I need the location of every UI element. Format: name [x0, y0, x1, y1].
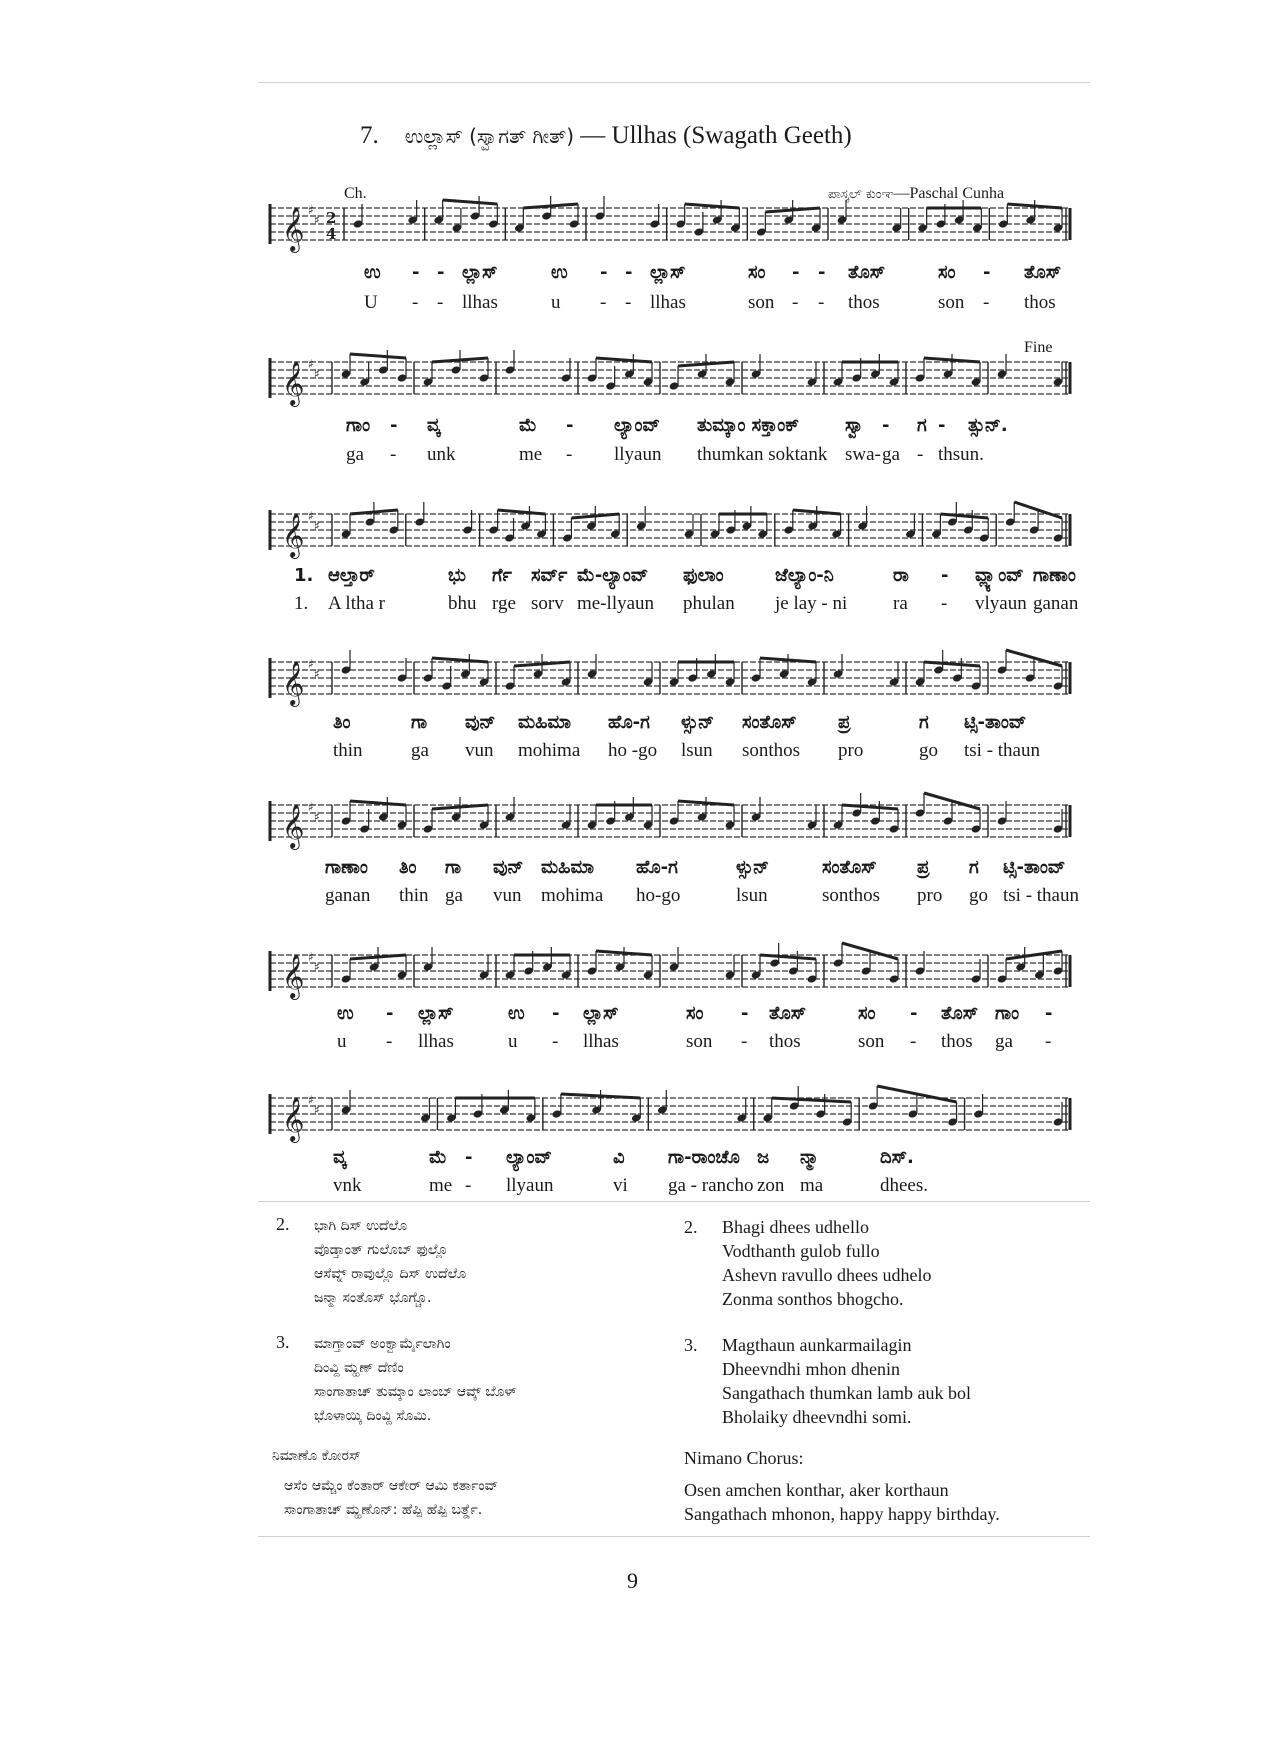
verse-line: ಸಾಂಗಾತಾಚ್ ಮ್ಹಣೊನ್: ಹೆಪ್ಪಿ ಹೆಪ್ಪಿ ಬರ್ತ್ಡೆ. — [284, 1502, 483, 1518]
kannada-syllable: ಸಂತೊಸ್ — [822, 857, 877, 878]
roman-lyrics-row — [0, 593, 1275, 617]
roman-syllable: vi — [613, 1175, 628, 1196]
roman-syllable: - — [741, 1031, 748, 1052]
roman-syllable: sorv — [531, 593, 564, 614]
note-beam — [685, 204, 740, 208]
roman-syllable: sonthos — [822, 885, 881, 906]
kannada-syllable: ಗ — [917, 415, 927, 436]
bottom-rule — [258, 1536, 1090, 1537]
staff-system-2 — [265, 352, 1075, 412]
sharp-icon: ♯ — [308, 357, 314, 371]
roman-lyrics-row — [0, 1031, 1275, 1055]
roman-syllable: u — [551, 292, 561, 313]
note-beam — [924, 358, 980, 362]
roman-syllable: son — [858, 1031, 885, 1052]
title-kannada: ಉಲ್ಲಾಸ್ (ಸ್ವಾಗತ್ ಗೀತ್) — [404, 124, 575, 148]
chorus-mark: Ch. — [344, 185, 367, 202]
kannada-syllable: ಸಂತೊಸ್ — [742, 712, 797, 733]
note-beam — [561, 1094, 640, 1098]
kannada-syllable: - — [741, 1003, 749, 1024]
kannada-syllable: ವ್ಕ — [427, 415, 441, 436]
roman-syllable: sonthos — [742, 740, 801, 761]
note-beam — [596, 358, 652, 362]
roman-lyrics-row — [0, 885, 1275, 909]
treble-clef-icon: 𝄞 — [282, 804, 305, 848]
roman-syllable: son — [938, 292, 965, 313]
kannada-syllable: ತೊಸ್ — [941, 1003, 979, 1024]
verse-line: Osen amchen konthar, aker korthaun — [684, 1480, 949, 1500]
verse-line: ಭೊಳಾಯ್ಕಿ ದಿಂವ್ದಿ ಸೊಮಿ. — [314, 1408, 432, 1424]
kannada-syllable: ತಿಂ — [399, 857, 417, 878]
roman-syllable: bhu — [448, 593, 477, 614]
kannada-syllable: - — [792, 262, 800, 283]
staff-system-5 — [265, 795, 1075, 855]
verse-line: ವೊಡ್ತಾಂತ್ ಗುಲೊಬ್ ಫುಲ್ಲೊ — [314, 1242, 449, 1258]
kannada-syllable: ನ್ಮಾ — [800, 1147, 819, 1168]
kannada-syllable: ವ್ಲ್ಯಾಂವ್ — [975, 565, 1024, 586]
kannada-syllable: ಉ — [364, 262, 381, 283]
kannada-syllable: ಸಂ — [858, 1003, 876, 1024]
note-beam — [596, 951, 652, 955]
kannada-syllable: ಸಂ — [748, 262, 766, 283]
roman-syllable: - — [566, 444, 573, 465]
verse3-kannada — [276, 1330, 517, 1428]
verse-line: ದಿಂವ್ದಿ ಮ್ಹಣ್ ದೆಣಿಂ — [314, 1360, 404, 1376]
kannada-syllable: ಫುಲಾಂ — [683, 565, 724, 586]
roman-syllable: dhees. — [880, 1175, 929, 1196]
roman-syllable: je lay - ni — [775, 593, 848, 614]
kannada-syllable: ವುನ್ — [493, 857, 524, 878]
sharp-icon: ♯ — [308, 800, 314, 814]
sharp-icon: ♯ — [308, 203, 314, 217]
roman-lyrics-row — [0, 740, 1275, 764]
time-signature-top: 2 — [326, 209, 337, 227]
kannada-syllable: ವ್ಕ — [333, 1147, 347, 1168]
kannada-syllable: ಗ — [919, 712, 929, 733]
kannada-syllable: ಸಂ — [686, 1003, 704, 1024]
kannada-syllable: ಲ್ಲಾಸ್ — [650, 262, 686, 283]
kannada-syllable: ದಿಸ್. — [880, 1147, 914, 1168]
note-beam — [765, 208, 820, 212]
kannada-syllable: ಲ್ಲಾಸ್ — [418, 1003, 454, 1024]
kannada-syllable: ತೊಸ್ — [769, 1003, 807, 1024]
verse-line: Dheevndhi mhon dhenin — [722, 1359, 900, 1379]
kannada-syllable: ಸಂ — [938, 262, 956, 283]
kannada-syllable: ಗಾ-ರಾಂಚೊ — [668, 1147, 740, 1168]
roman-syllable: ra — [893, 593, 908, 614]
roman-syllable: - — [1045, 1031, 1052, 1052]
kannada-syllable: ಗ — [969, 857, 979, 878]
verse3-roman — [684, 1333, 971, 1429]
top-rule — [258, 82, 1090, 83]
kannada-syllable: ಮೆ — [519, 415, 537, 436]
kannada-syllable: ಗಾಣಾಂ — [325, 857, 368, 878]
verse-line: Bholaiky dheevndhi somi. — [722, 1407, 912, 1427]
sharp-icon: ♯ — [308, 509, 314, 523]
kannada-syllable: ತುಮ್ಕಾಂ ಸಕ್ತಾಂಕ್ — [697, 415, 800, 436]
roman-syllable: rge — [492, 593, 516, 614]
roman-syllable: vun — [493, 885, 522, 906]
kannada-syllable: - — [910, 1003, 918, 1024]
kannada-syllable: ಪ್ರ — [917, 857, 930, 878]
roman-syllable: swa- — [845, 444, 881, 465]
roman-syllable: me — [519, 444, 543, 465]
treble-clef-icon: 𝄞 — [282, 361, 305, 405]
roman-syllable: vlyaun — [975, 593, 1027, 614]
kannada-syllable: - — [882, 415, 890, 436]
roman-syllable: llhas — [650, 292, 686, 313]
roman-syllable: me — [429, 1175, 453, 1196]
kannada-syllable: ಭು — [448, 565, 467, 586]
roman-syllable: - — [465, 1175, 472, 1196]
kannada-syllable: ಟ್ಸಿ-ತಾಂವ್ — [1003, 857, 1066, 878]
roman-syllable: u — [337, 1031, 347, 1052]
fine-mark: Fine — [1024, 339, 1053, 356]
note-beam — [443, 200, 498, 204]
kannada-syllable: - — [938, 415, 946, 436]
roman-syllable: ho-go — [636, 885, 681, 906]
roman-syllable: A ltha r — [328, 593, 385, 614]
verses-top-rule — [258, 1201, 1090, 1202]
roman-syllable: thos — [848, 292, 880, 313]
roman-syllable: vnk — [333, 1175, 362, 1196]
roman-syllable: tsi - thaun — [1003, 885, 1079, 906]
kannada-syllable: 1. — [294, 565, 314, 586]
kannada-lyrics-row — [0, 415, 1275, 439]
verse-line: Bhagi dhees udhello — [722, 1217, 869, 1237]
kannada-lyrics-row — [0, 857, 1275, 881]
kannada-syllable: ಳ್ಸುನ್ — [681, 712, 715, 733]
roman-syllable: thin — [399, 885, 429, 906]
treble-clef-icon: 𝄞 — [282, 661, 305, 705]
kannada-syllable: ಹೊ-ಗ — [608, 712, 650, 733]
sharp-icon: ♯ — [314, 213, 320, 227]
roman-syllable: - — [818, 292, 825, 313]
sharp-icon: ♯ — [314, 810, 320, 824]
note-beam — [523, 204, 578, 208]
note-beam — [940, 514, 988, 518]
roman-lyrics-row — [0, 1175, 1275, 1199]
roman-syllable: go — [919, 740, 938, 761]
kannada-syllable: ಆಲ್ತಾರ್ — [328, 565, 375, 586]
kannada-syllable: - — [941, 565, 949, 586]
note-beam — [678, 362, 734, 366]
roman-syllable: ga — [995, 1031, 1013, 1052]
roman-syllable: thos — [1024, 292, 1056, 313]
roman-syllable: mohima — [541, 885, 604, 906]
kannada-syllable: - — [983, 262, 991, 283]
roman-syllable: ma — [800, 1175, 824, 1196]
roman-syllable: thin — [333, 740, 363, 761]
kannada-lyrics-row — [0, 262, 1275, 286]
verse-number: 2. — [276, 1214, 290, 1234]
note-beam — [1007, 204, 1062, 208]
kannada-syllable: ಲ್ಲಾಸ್ — [583, 1003, 619, 1024]
kannada-syllable: ಗಾಣಾಂ — [1033, 565, 1076, 586]
kannada-syllable: ಸ್ವಾ — [845, 415, 865, 436]
roman-syllable: - — [917, 444, 924, 465]
verse-number: 3. — [276, 1332, 290, 1352]
kannada-syllable: ಲ್ಲಾಸ್ — [462, 262, 498, 283]
kannada-syllable: ಮಹಿಮಾ — [541, 857, 594, 878]
roman-syllable: - — [386, 1031, 393, 1052]
roman-syllable: son — [748, 292, 775, 313]
kannada-syllable: ಗಾ — [411, 712, 428, 733]
kannada-syllable: ಮೆ-ಲ್ಯಾಂವ್ — [577, 565, 649, 586]
roman-lyrics-row — [0, 292, 1275, 316]
kannada-syllable: - — [552, 1003, 560, 1024]
roman-syllable: unk — [427, 444, 456, 465]
kannada-lyrics-row — [0, 712, 1275, 736]
roman-syllable: - — [412, 292, 419, 313]
kannada-syllable: ಹೊ-ಗ — [636, 857, 678, 878]
roman-syllable: ga - rancho — [668, 1175, 754, 1196]
kannada-syllable: ಜ — [757, 1147, 770, 1168]
roman-syllable: thumkan soktank — [697, 444, 828, 465]
roman-syllable: pro — [838, 740, 864, 761]
kannada-syllable: ವಿ — [613, 1147, 625, 1168]
kannada-syllable: ಉ — [508, 1003, 525, 1024]
kannada-syllable: - — [386, 1003, 394, 1024]
kannada-lyrics-row — [0, 1147, 1275, 1171]
sharp-icon: ♯ — [308, 1093, 314, 1107]
kannada-syllable: ಸರ್ವ್ — [531, 565, 568, 586]
kannada-syllable: ರಾ — [893, 565, 909, 586]
kannada-syllable: ಗಾ — [445, 857, 462, 878]
kannada-syllable: ಜೆಲ್ಯಾಂ-ನಿ — [775, 565, 834, 586]
roman-syllable: - — [792, 292, 799, 313]
roman-syllable: tsi - thaun — [964, 740, 1040, 761]
roman-syllable: thos — [941, 1031, 973, 1052]
kannada-syllable: ಗಾಂ — [995, 1003, 1020, 1024]
treble-clef-icon: 𝄞 — [282, 954, 305, 998]
roman-syllable: - — [437, 292, 444, 313]
kannada-syllable: ತ್ಸುನ್. — [968, 415, 1008, 436]
treble-clef-icon: 𝄞 — [282, 207, 305, 251]
composer-roman: Paschal Cunha — [909, 185, 1005, 202]
roman-syllable: - — [983, 292, 990, 313]
composer-kannada: ಪಾಸ್ಕಲ್ ಕುಂಞ — [828, 187, 894, 202]
kannada-syllable: ತೊಸ್ — [848, 262, 886, 283]
verse-line: ಆಸೆವ್ನ್ ರಾವುಲ್ಲೊ ದಿಸ್ ಉದೆಲೊ — [314, 1266, 467, 1282]
composer-sep: — — [893, 185, 910, 202]
roman-syllable: - — [552, 1031, 559, 1052]
verse-line: Zonma sonthos bhogcho. — [722, 1289, 904, 1309]
roman-syllable: phulan — [683, 593, 735, 614]
roman-syllable: 1. — [294, 593, 309, 614]
note-beam — [350, 354, 406, 358]
roman-syllable: ga — [346, 444, 364, 465]
verse-line: Ashevn ravullo dhees udhelo — [722, 1265, 932, 1285]
kannada-syllable: ಮೆ — [429, 1147, 447, 1168]
kannada-syllable: ಟ್ಸಿ-ತಾಂವ್ — [964, 712, 1027, 733]
staff-system-6 — [265, 945, 1075, 1005]
treble-clef-icon: 𝄞 — [282, 1097, 305, 1141]
verse-line: ಭಾಗಿ ದಿಸ್ ಉದೆಲೊ — [314, 1218, 408, 1234]
nimano-heading: Nimano Chorus: — [684, 1448, 804, 1468]
kannada-syllable: - — [818, 262, 826, 283]
time-signature-bottom: 4 — [326, 225, 337, 243]
roman-syllable: llyaun — [506, 1175, 554, 1196]
sharp-icon: ♯ — [308, 657, 314, 671]
sharp-icon: ♯ — [314, 519, 320, 533]
kannada-syllable: - — [390, 415, 398, 436]
kannada-syllable: ಳ್ಸುನ್ — [736, 857, 770, 878]
roman-syllable: - — [600, 292, 607, 313]
roman-syllable: llyaun — [614, 444, 662, 465]
verse-line: Sangathach mhonon, happy happy birthday. — [684, 1504, 1000, 1524]
verse-line: Vodthanth gulob fullo — [722, 1241, 880, 1261]
verse-line: ಮಾಗ್ತಾಂವ್ ಅಂಕ್ವಾರ್ಮೈಲಾಗಿಂ — [314, 1336, 451, 1352]
sharp-icon: ♯ — [308, 950, 314, 964]
staff-system-4 — [265, 652, 1075, 712]
nimano-heading: ನಿಮಾಣೊ ಕೋರಸ್ — [272, 1448, 361, 1464]
kannada-syllable: - — [600, 262, 608, 283]
kannada-syllable: ತೊಸ್ — [1024, 262, 1062, 283]
roman-syllable: - — [941, 593, 948, 614]
nimano-kannada — [272, 1444, 498, 1522]
sharp-icon: ♯ — [314, 1103, 320, 1117]
kannada-lyrics-row — [0, 1003, 1275, 1027]
verse-line: ಜನ್ಮಾ ಸಂತೊಸ್ ಭೊಗ್ಚೊ. — [314, 1290, 432, 1306]
kannada-syllable: ರ್ಗೆ — [492, 565, 512, 586]
verse-line: Magthaun aunkarmailagin — [722, 1335, 912, 1355]
roman-syllable: thos — [769, 1031, 801, 1052]
roman-syllable: ga — [411, 740, 429, 761]
staff-system-7 — [265, 1088, 1075, 1148]
kannada-syllable: ತಿಂ — [333, 712, 351, 733]
roman-syllable: vun — [465, 740, 494, 761]
kannada-syllable: ಲ್ಯಾಂವ್ — [614, 415, 660, 436]
roman-syllable: mohima — [518, 740, 581, 761]
song-number: 7. — [360, 122, 379, 149]
roman-syllable: llhas — [418, 1031, 454, 1052]
roman-syllable: ga — [445, 885, 463, 906]
roman-syllable: ganan — [1033, 593, 1079, 614]
title-roman: Ullhas (Swagath Geeth) — [611, 122, 852, 149]
treble-clef-icon: 𝄞 — [282, 513, 305, 557]
kannada-syllable: - — [1045, 1003, 1053, 1024]
kannada-syllable: - — [412, 262, 420, 283]
sharp-icon: ♯ — [314, 367, 320, 381]
kannada-syllable: ಉ — [337, 1003, 354, 1024]
roman-syllable: pro — [917, 885, 943, 906]
kannada-syllable: ಲ್ಯಾಂವ್ — [506, 1147, 552, 1168]
kannada-syllable: ಮಹಿಮಾ — [518, 712, 571, 733]
verse-number: 2. — [684, 1217, 698, 1237]
roman-syllable: llhas — [583, 1031, 619, 1052]
roman-syllable: lsun — [736, 885, 768, 906]
roman-syllable: zon — [757, 1175, 785, 1196]
verse2-kannada — [276, 1212, 466, 1310]
sharp-icon: ♯ — [314, 960, 320, 974]
nimano-roman — [684, 1446, 1000, 1526]
kannada-syllable: ವುನ್ — [465, 712, 496, 733]
staff-system-1 — [265, 198, 1075, 258]
roman-syllable: me-llyaun — [577, 593, 655, 614]
roman-syllable: - — [390, 444, 397, 465]
roman-syllable: lsun — [681, 740, 713, 761]
roman-syllable: - — [910, 1031, 917, 1052]
kannada-syllable: ಗಾಂ — [346, 415, 371, 436]
note-beam — [432, 358, 488, 362]
verse2-roman — [684, 1215, 931, 1311]
roman-syllable: u — [508, 1031, 518, 1052]
verse-number: 3. — [684, 1335, 698, 1355]
kannada-syllable: - — [566, 415, 574, 436]
roman-syllable: son — [686, 1031, 713, 1052]
roman-syllable: ho -go — [608, 740, 658, 761]
roman-syllable: go — [969, 885, 988, 906]
kannada-syllable: - — [437, 262, 445, 283]
verse-line: ಆಸೆಂ ಆಮ್ಚೆಂ ಕೆಂತಾರ್ ಆಕೇರ್ ಆಮಿ ಕರ್ತಾಂವ್ — [284, 1478, 499, 1494]
title-sep: — — [580, 122, 606, 149]
roman-syllable: - — [625, 292, 632, 313]
kannada-syllable: - — [625, 262, 633, 283]
roman-lyrics-row — [0, 444, 1275, 468]
verse-line: Sangathach thumkan lamb auk bol — [722, 1383, 971, 1403]
kannada-syllable: ಪ್ರ — [838, 712, 851, 733]
roman-syllable: thsun. — [938, 444, 984, 465]
verse-line: ಸಾಂಗಾತಾಚ್ ತುಮ್ಕಾಂ ಲಾಂಬ್ ಆವ್ಕ್ ಬೊಳ್ — [314, 1384, 517, 1400]
kannada-syllable: - — [465, 1147, 473, 1168]
roman-syllable: U — [364, 292, 378, 313]
kannada-lyrics-row — [0, 565, 1275, 589]
sharp-icon: ♯ — [314, 667, 320, 681]
staff-system-3 — [265, 504, 1075, 564]
song-title — [360, 122, 852, 150]
page-number: 9 — [627, 1568, 638, 1593]
roman-syllable: ga — [882, 444, 900, 465]
roman-syllable: ganan — [325, 885, 371, 906]
roman-syllable: llhas — [462, 292, 498, 313]
kannada-syllable: ಉ — [551, 262, 568, 283]
